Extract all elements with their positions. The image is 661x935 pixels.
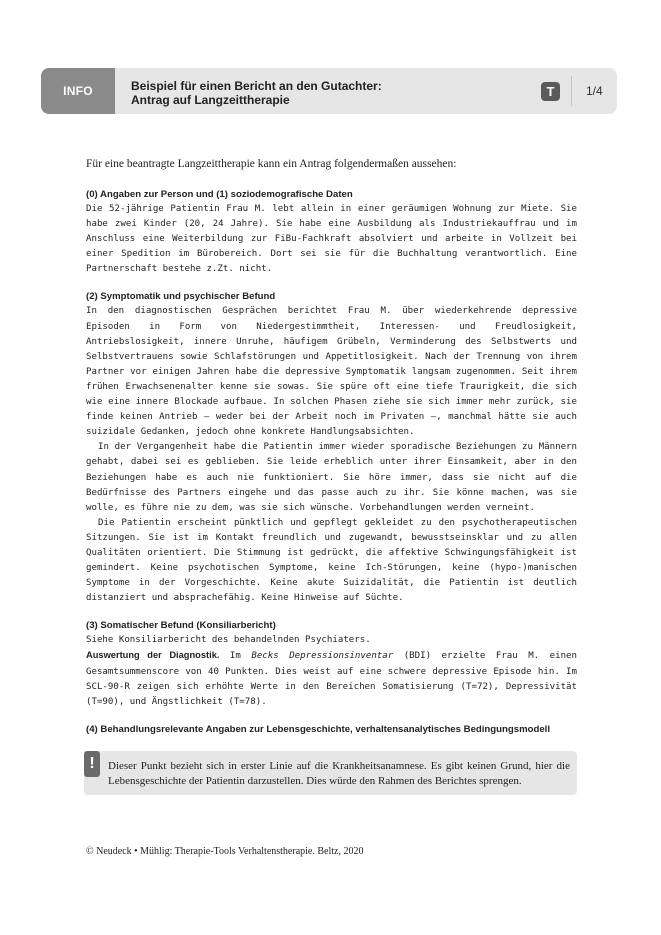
- header-title-line2: Antrag auf Langzeittherapie: [131, 93, 290, 107]
- diagnostics-post: (BDI) erzielte Frau M. einen Gesamtsummenscore von 40 Punkten. Dies weist auf eine schwere depressive Episode hin. Im SCL-90-R zeigen sich erhöhte Werte in den Bereichen Somatisierung (T=72), Depressivität (T=90), und Ängstlichkeit (T=78).: [86, 651, 577, 707]
- therapist-badge-icon: T: [541, 82, 560, 101]
- page-header: [41, 68, 617, 114]
- section-0-text: Die 52-jährige Patientin Frau M. lebt allein in einer geräumigen Wohnung zur Miete. Sie habe zwei Kinder (20, 24 Jahre). Sie habe eine Ausbildung als Industriekauffrau und im Anschluss eine Weiterbildung zur FiBu-Fachkraft absolviert und arbeite in Vollzeit bei einer Spedition im Bürobereich. Dort sei sie für die Buchhaltung verantwortlich. Eine Partnerschaft bestehe z.Zt. nicht.: [86, 204, 577, 275]
- diagnostics-pre: Im: [219, 651, 252, 662]
- section-3-line-1: Siehe Konsiliarbericht des behandelnden Psychiaters.: [86, 635, 371, 646]
- diagnostics-label: Auswertung der Diagnostik.: [86, 650, 220, 661]
- section-2-paragraph-1: In den diagnostischen Gesprächen berichtet Frau M. über wiederkehrende depressive Episoden in Form von Niedergestimmtheit, Interessen- und Freudlosigkeit, Antriebslosigkeit, innere Unruhe, häufigem Grübeln, Verminderung des Selbstwerts und Selbstvertrauens sowie Schlafstörungen und Appetitlosigkeit. Nach der Trennung von ihrem Partner vor einigen Jahren habe die depressive Symptomatik langsam zugenommen. Seit ihrem frühen Erwachsenenalter kenne sie sowas. Sie spüre oft eine tiefe Traurigkeit, die sich wie eine innere Blockade aufbaue. In solchen Phasen ziehe sie sich immer mehr zurück, sie finde keinen Antrieb – weder bei der Arbeit noch im Privaten –, manchmal hätte sie auch suizidale Gedanken, jedoch ohne konkrete Handlungsabsichten.: [86, 306, 577, 438]
- section-2-paragraph-3: Die Patientin erscheint pünktlich und gepflegt gekleidet zu den psychotherapeutischen Sitzungen. Sie ist im Kontakt freundlich und zugewandt, bewusstseinsklar und zu allen Qualitäten orientiert. Die Stimmung ist gedrückt, die affektive Schwingungsfähigkeit ist gemindert. Keine psychotischen Symptome, keine Ich-Störungen, keine (hypo-)manischen Symptome in der Vorgeschichte. Keine akute Suizidalität, die Patientin ist deutlich distanziert und absprachefähig. Keine Hinweise auf Süchte.: [86, 517, 577, 604]
- note-text: Dieser Punkt bezieht sich in erster Linie auf die Krankheitsanamnese. Es gibt keinen Grund, hier die Lebensgeschichte der Patientin darzustellen. Dies würde den Rahmen des Berichtes sprengen.: [108, 760, 570, 787]
- document-body: [86, 157, 577, 749]
- header-title-line1: Beispiel für einen Bericht an den Gutachter:: [131, 79, 382, 93]
- header-divider: [571, 76, 572, 106]
- section-3: [86, 619, 577, 709]
- diagnostics-bdi-name: Becks Depressionsinventar: [251, 651, 394, 662]
- info-tag: INFO: [41, 68, 115, 114]
- section-4-heading: (4) Behandlungsrelevante Angaben zur Lebensgeschichte, verhaltensanalytisches Bedingungsmodell: [86, 723, 550, 735]
- section-2-paragraph-2: In der Vergangenheit habe die Patientin immer wieder sporadische Beziehungen zu Männern gehabt, dabei sei es geblieben. Sie leide erheblich unter ihrer Einsamkeit, aber in den Beziehungen habe es auch nie funktioniert. Sie höre immer, dass sie nicht auf die Bedürfnisse des Partners eingehe und das passe auch zu ihr. Sie könne machen, was sie wolle, es führe nie zu dem, was sie sich wünsche. Vorbehandlungen werden verneint.: [86, 442, 577, 513]
- section-0: [86, 188, 577, 277]
- section-2-heading: (2) Symptomatik und psychischer Befund: [86, 291, 276, 303]
- footer-copyright: © Neudeck • Mühlig: Therapie-Tools Verhaltenstherapie. Beltz, 2020: [86, 846, 364, 857]
- section-3-diagnostics: [86, 648, 577, 709]
- exclamation-icon: !: [84, 751, 100, 777]
- intro-text: Für eine beantragte Langzeittherapie kann ein Antrag folgendermaßen aussehen:: [86, 158, 457, 170]
- section-2: [86, 290, 577, 606]
- page-number: 1/4: [586, 84, 603, 98]
- section-3-heading: (3) Somatischer Befund (Konsiliarbericht): [86, 620, 276, 632]
- note-box: [84, 751, 577, 795]
- section-4: [86, 723, 577, 736]
- section-0-heading: (0) Angaben zur Person und (1) soziodemografische Daten: [86, 189, 353, 200]
- header-title: [131, 79, 382, 107]
